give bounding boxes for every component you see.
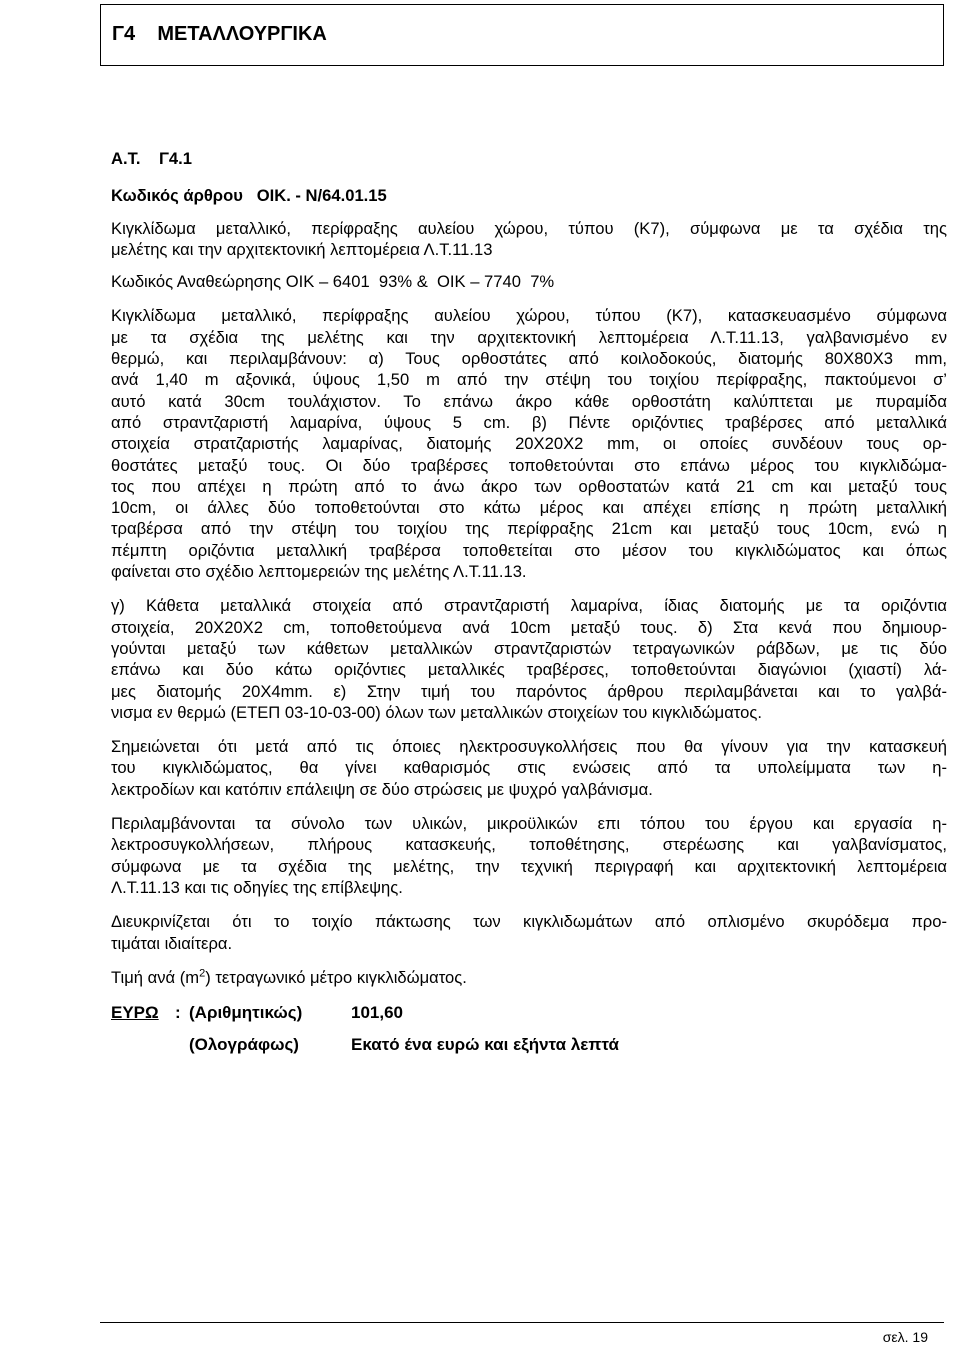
body-paragraph [111,813,947,898]
body-line: Λ.Τ.11.13 και τις οδηγίες της επίβλεψης. [111,877,403,897]
body-line: πέμπτη οριζόντια μεταλλική τραβέρσα τοποθετείται στο μέσον του κιγκλιδώματος και όπως [111,540,947,560]
body-line: Κιγκλίδωμα μεταλλικό, περίφραξης αυλείου χώρου, τύπου (Κ7), κατασκευασμένο σύμφωνα [111,306,947,326]
page-number: σελ. 19 [882,1329,928,1345]
body-line: τραβέρσα από την στέψη του τοιχίου της περίφραξης 21cm και μεταξύ τους 10cm, ενώ η [111,519,947,539]
body-line: θοστάτες μεταξύ τους. Οι δύο τραβέρσες τοποθετούνται στο επάνω μέρος του κιγκλιδώμα- [111,455,947,475]
body-line: επάνω και δύο κάτω οριζόντιες μεταλλικές τραβέρσες, τοποθετούνται διαγώνιοι (χιαστί) λά- [111,660,947,680]
words-label: (Ολογράφως) [189,1035,299,1055]
body-line: αυτό κατά 30cm τουλάχιστον. Το επάνω άκρο κάθε ορθοστάτη καλύπτεται με πυραμίδα [111,391,947,411]
body-line: στοιχεία, 20Χ20Χ2 cm, τοποθετούμενα ανά 10cm μεταξύ τους. δ) Στα κενά που δημιουρ- [111,617,947,637]
body-line: νισμα εν θερμώ (ΕΤΕΠ 03-10-03-00) όλων των μεταλλικών στοιχείων του κιγκλιδώματος. [111,702,762,722]
body-paragraph [111,911,947,954]
footer-divider [100,1322,944,1323]
body-line: σύμφωνα με τα σχέδια της μελέτης, την τεχνική περιγραφή και αρχιτεκτονική λεπτομέρεια [111,856,947,876]
body-line: Σημειώνεται ότι μετά από τις όποιες ηλεκτροσυγκολλήσεις που θα γίνουν για την κατασκευή [111,737,947,757]
body-line: γούνται μεταξύ των κάθετων μεταλλικών στραντζαριστών τετραγωνικών ράβδων, με τις δύο [111,638,947,658]
body-line: με τα σχέδια της μελέτης και την αρχιτεκτονική λεπτομέρεια Λ.Τ.11.13, γαλβανισμένο εν [111,327,947,347]
price-colon: : [175,1003,181,1023]
article-code: Κωδικός άρθρου ΟΙΚ. - Ν/64.01.15 [111,186,387,206]
price-words-row [111,1034,947,1062]
numeric-value: 101,60 [351,1003,403,1023]
body-line: από στραντζαριστή λαμαρίνα, ύψους 5 cm. β) Πέντε οριζόντιες τραβέρσες από μεταλλικά [111,412,947,432]
unit-suffix: ) τετραγωνικό μέτρο κιγκλιδώματος. [205,967,467,987]
body-line: λεκτροδίων και κατόπιν επάλειψη σε δύο στρώσεις με ψυχρό γαλβάνισμα. [111,779,653,799]
body-line: Διευκρινίζεται ότι το τοιχίο πάκτωσης των κιγκλιδωμάτων από οπλισμένο σκυρόδεμα προ- [111,912,947,932]
body-line: τιμάται ιδιαίτερα. [111,933,233,953]
unit-price-line [111,967,947,988]
body-line: γ) Κάθετα μεταλλικά στοιχεία από στραντζαριστή λαμαρίνα, ίδιας διατομής με τα οριζόντια [111,596,947,616]
article-content [111,148,947,1062]
article-number: Α.Τ. Γ4.1 [111,149,192,168]
article-description-line: μελέτης και την αρχιτεκτονική λεπτομέρεια Λ.Τ.11.13 [111,239,493,259]
body-line: ανά 1,40 m αξονικά, ύψους 1,50 m από την στέψη του τοιχίου περίφραξης, πακτούμενοι σ’ [111,370,947,390]
body-paragraph [111,595,947,723]
numeric-label: (Αριθμητικώς) [189,1003,303,1023]
currency-label: ΕΥΡΩ [111,1003,159,1023]
section-title-box [100,4,944,66]
article-description-line: Κιγκλίδωμα μεταλλικό, περίφραξης αυλείου χώρου, τύπου (Κ7), σύμφωνα με τα σχέδια της [111,218,947,238]
section-title: Γ4 ΜΕΤΑΛΛΟΥΡΓΙΚΑ [112,23,327,45]
body-line: 10cm, οι άλλες δύο τοποθετούνται στο κάτω μέρος και απέχει επίσης η πρώτη μεταλλική [111,498,947,518]
revision-code: Κωδικός Αναθεώρησης ΟΙΚ – 6401 93% & ΟΙΚ – 7740 7% [111,272,555,292]
body-line: Περιλαμβάνονται τα σύνολο των υλικών, μικροϋλικών επι τόπου του έργου και εργασία η- [111,814,947,834]
unit-prefix: Τιμή ανά (m [111,967,200,987]
body-line: φαίνεται στο σχέδιο λεπτομερειών της μελέτης Λ.Τ.11.13. [111,562,527,582]
body-paragraph [111,736,947,800]
words-value: Εκατό ένα ευρώ και εξήντα λεπτά [351,1035,619,1055]
body-line: μες διατομής 20Χ4mm. ε) Στην τιμή του παρόντος άρθρου περιλαμβάνεται και το γαλβά- [111,681,947,701]
body-line: στοιχεία στρατζαριστής λαμαρίνας, διατομής 20Χ20Χ2 mm, οι οποίες συνδέουν τους ορ- [111,434,947,454]
body-line: λεκτροσυγκολλήσεων, πλήρους κατασκευής, τοποθέτησης, στερέωσης και γαλβανίσματος, [111,835,947,855]
body-line: του κιγκλιδώματος, θα γίνει καθαρισμός στις ενώσεις από τα υπολείμματα των η- [111,758,947,778]
body-line: τος που απέχει η πρώτη από το άνω άκρο των ορθοστατών κατά 21 cm και μεταξύ τους [111,476,947,496]
unit-superscript: 2 [199,967,206,980]
body-paragraph [111,305,947,582]
price-numeric-row [111,1002,947,1030]
body-line: θερμώ, και περιλαμβάνουν: α) Τους ορθοστάτες από κοιλοδοκούς, διατομής 80Χ80Χ3 mm, [111,349,947,369]
